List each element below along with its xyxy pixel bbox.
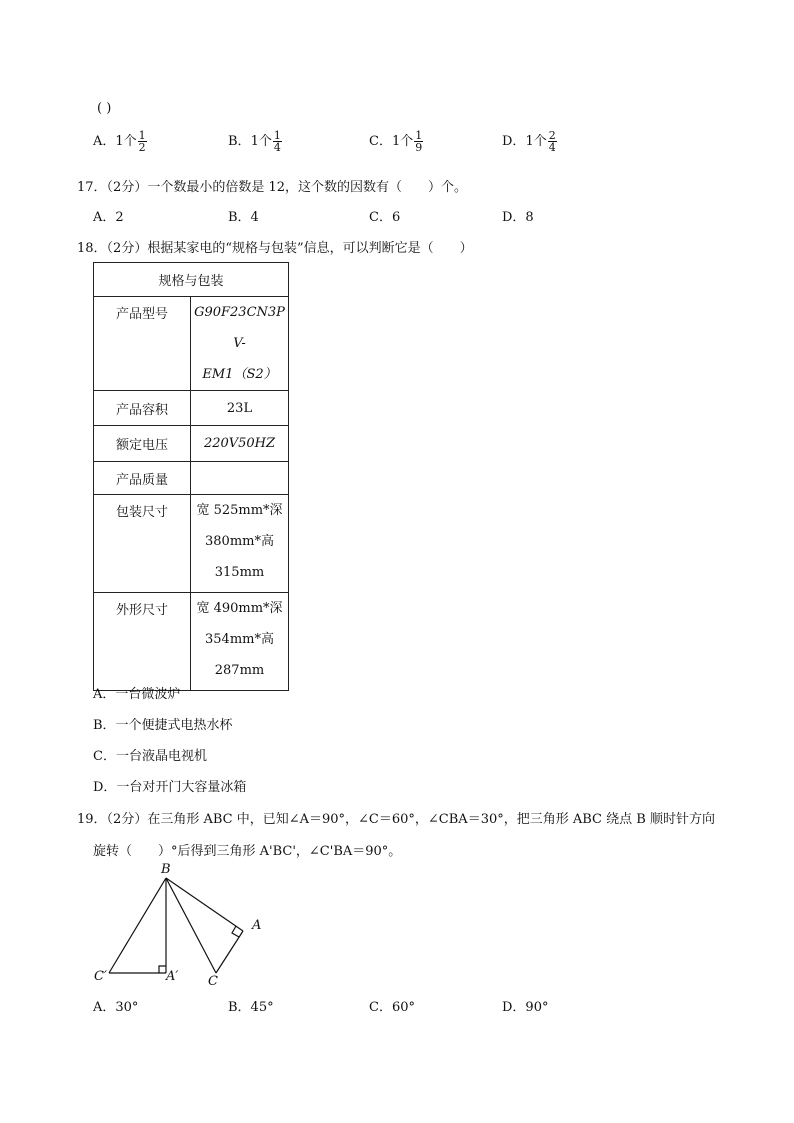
fraction-denominator: 4 xyxy=(273,141,281,154)
fraction xyxy=(414,130,423,153)
spec-value-line: EM1（S2） xyxy=(202,367,277,382)
q19-stem-line2: 旋转（ ）°后得到三角形 A'BC'，∠C'BA＝90°。 xyxy=(93,844,402,859)
spec-label-volume: 产品容积 xyxy=(94,391,191,426)
spec-value-line: 287mm xyxy=(214,663,265,678)
spec-value-volume: 23L xyxy=(191,391,289,426)
label-b: B xyxy=(161,862,171,877)
edge-bc xyxy=(166,878,216,973)
spec-value-line: 宽 490mm*深 xyxy=(196,601,283,616)
q17-stem: 17．（2分）一个数最小的倍数是 12，这个数的因数有（ ）个。 xyxy=(77,180,467,195)
option-letter: C． xyxy=(369,134,392,149)
spec-table-header: 规格与包装 xyxy=(94,263,289,297)
spec-value-outer-size xyxy=(191,593,289,691)
spec-label-package-size: 包装尺寸 xyxy=(94,495,191,593)
triangle-rotation-figure xyxy=(85,858,285,993)
fraction-numerator: 1 xyxy=(415,129,423,142)
spec-value-package-size xyxy=(191,495,289,593)
q17-option-d[interactable]: D．8 xyxy=(502,210,534,225)
spec-value-weight xyxy=(191,462,289,495)
q18-option-c[interactable]: C．一台液晶电视机 xyxy=(93,749,207,764)
q18-option-a[interactable]: A．一台微波炉 xyxy=(93,687,181,702)
option-letter: A． xyxy=(93,134,116,149)
option-letter: B． xyxy=(228,134,251,149)
fraction-denominator: 4 xyxy=(548,141,556,154)
fraction-numerator: 2 xyxy=(548,129,556,142)
q19-option-b[interactable]: B．45° xyxy=(228,1000,274,1015)
q16-answer-paren: ( ) xyxy=(97,101,112,116)
q16-option-d[interactable] xyxy=(502,130,557,153)
option-text: 1个 xyxy=(115,134,137,149)
fraction xyxy=(138,130,147,153)
fraction xyxy=(548,130,557,153)
edge-ba xyxy=(166,878,243,931)
fraction xyxy=(273,130,282,153)
q17-option-c[interactable]: C．6 xyxy=(369,210,401,225)
option-letter: D． xyxy=(502,134,526,149)
q18-option-b[interactable]: B．一个便捷式电热水杯 xyxy=(93,718,233,733)
spec-label-weight: 产品质量 xyxy=(94,462,191,495)
spec-label-voltage: 额定电压 xyxy=(94,426,191,462)
option-text: 1个 xyxy=(250,134,272,149)
q18-stem: 18．（2分）根据某家电的“规格与包装”信息，可以判断它是（ ） xyxy=(77,241,473,256)
fraction-numerator: 1 xyxy=(138,129,146,142)
q17-option-a[interactable]: A．2 xyxy=(93,210,124,225)
label-c-prime: C′ xyxy=(94,969,107,984)
option-text: 1个 xyxy=(391,134,414,149)
q19-option-a[interactable]: A．30° xyxy=(93,1000,139,1015)
fraction-denominator: 2 xyxy=(138,141,146,154)
label-a: A xyxy=(252,918,262,933)
option-text: 1个 xyxy=(525,134,547,149)
fraction-denominator: 9 xyxy=(415,141,423,154)
fraction-numerator: 1 xyxy=(273,129,281,142)
spec-value-line: 宽 525mm*深 xyxy=(196,503,283,518)
q19-option-c[interactable]: C．60° xyxy=(369,1000,415,1015)
spec-value-line: 354mm*高 xyxy=(205,632,274,647)
spec-value-line: G90F23CN3PV- xyxy=(194,305,285,351)
q16-option-a[interactable] xyxy=(93,130,147,153)
q18-option-d[interactable]: D．一台对开门大容量冰箱 xyxy=(93,780,247,795)
spec-value-line: 380mm*高 xyxy=(205,534,274,549)
q19-stem-line1: 19．（2分）在三角形 ABC 中，已知∠A＝90°，∠C＝60°，∠CBA＝30°，把三角形 ABC 绕点 B 顺时针方向 xyxy=(77,812,715,827)
edge-bc-prime xyxy=(109,878,166,973)
spec-value-model xyxy=(191,297,289,391)
q16-option-c[interactable] xyxy=(369,130,423,153)
spec-value-line: 315mm xyxy=(214,565,265,580)
right-angle-marker-a-prime xyxy=(159,966,166,973)
label-c: C xyxy=(208,974,218,989)
label-a-prime: A′ xyxy=(166,969,179,984)
spec-value-voltage: 220V50HZ xyxy=(191,426,289,462)
q19-option-d[interactable]: D．90° xyxy=(502,1000,549,1015)
edge-ac xyxy=(216,931,243,973)
q17-option-b[interactable]: B．4 xyxy=(228,210,259,225)
spec-label-outer-size: 外形尺寸 xyxy=(94,593,191,691)
spec-table xyxy=(93,262,289,691)
q16-option-b[interactable] xyxy=(228,130,282,153)
spec-label-model: 产品型号 xyxy=(94,297,191,391)
